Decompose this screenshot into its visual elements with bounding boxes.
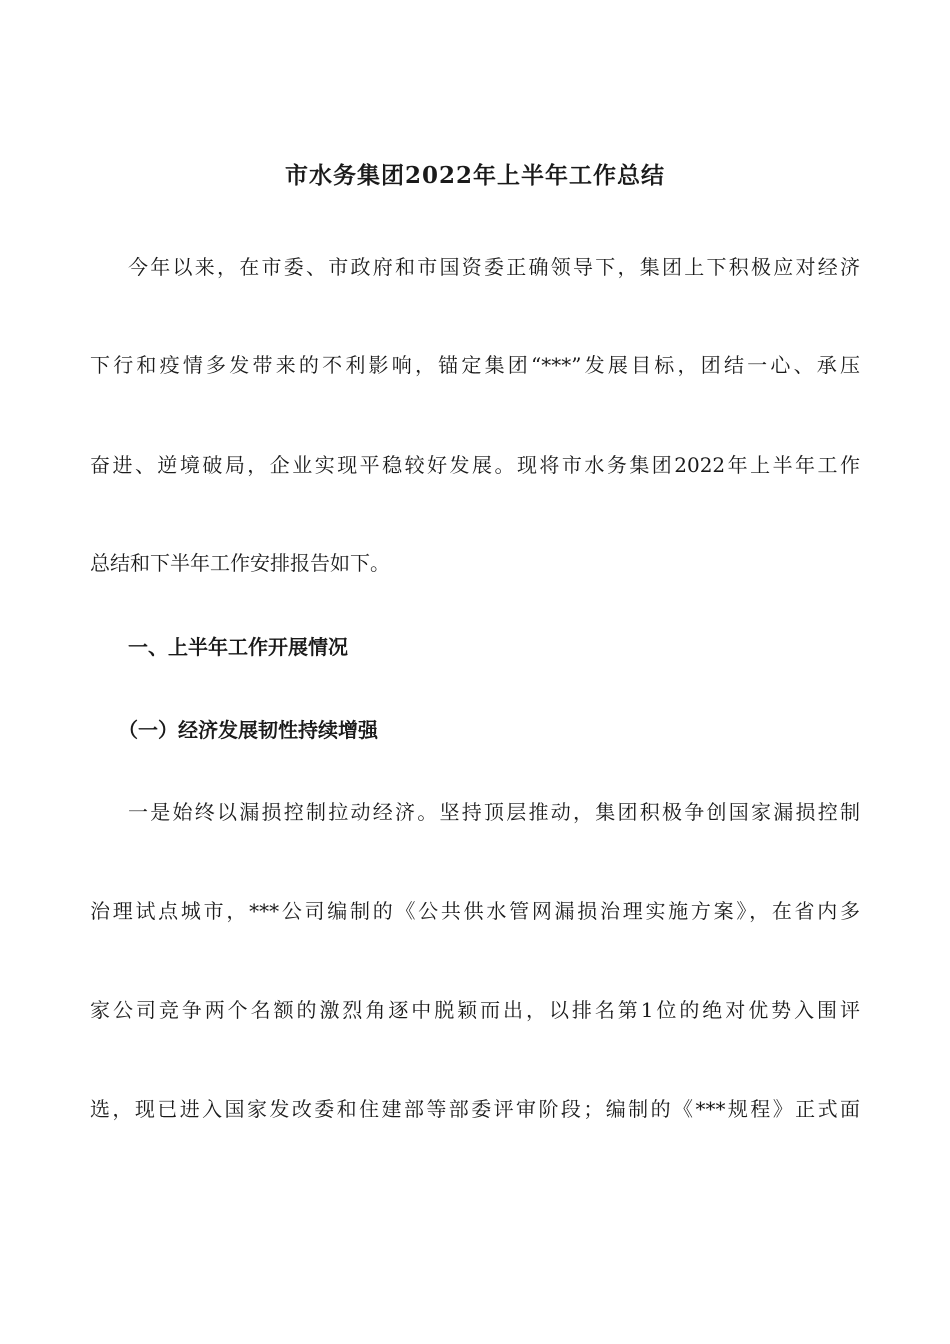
subsection-heading: （一）经济发展韧性持续增强 (118, 718, 378, 742)
intro-line-1: 今年以来，在市委、市政府和市国资委正确领导下，集团上下积极应对经济 (128, 255, 860, 279)
body-line-1: 一是始终以漏损控制拉动经济。坚持顶层推动，集团积极争创国家漏损控制 (128, 800, 860, 824)
body-line-3: 家公司竞争两个名额的激烈角逐中脱颖而出，以排名第1位的绝对优势入围评 (90, 998, 860, 1022)
section-heading: 一、上半年工作开展情况 (128, 635, 348, 659)
intro-line-3: 奋进、逆境破局，企业实现平稳较好发展。现将市水务集团2022年上半年工作 (90, 453, 860, 477)
body-line-2: 治理试点城市，***公司编制的《公共供水管网漏损治理实施方案》，在省内多 (90, 899, 860, 923)
document-title: 市水务集团2022年上半年工作总结 (284, 162, 665, 189)
intro-line-2: 下行和疫情多发带来的不利影响，锚定集团“***”发展目标，团结一心、承压 (90, 353, 860, 377)
intro-line-4: 总结和下半年工作安排报告如下。 (90, 551, 390, 575)
body-line-4: 选，现已进入国家发改委和住建部等部委评审阶段；编制的《***规程》正式面 (90, 1097, 860, 1121)
